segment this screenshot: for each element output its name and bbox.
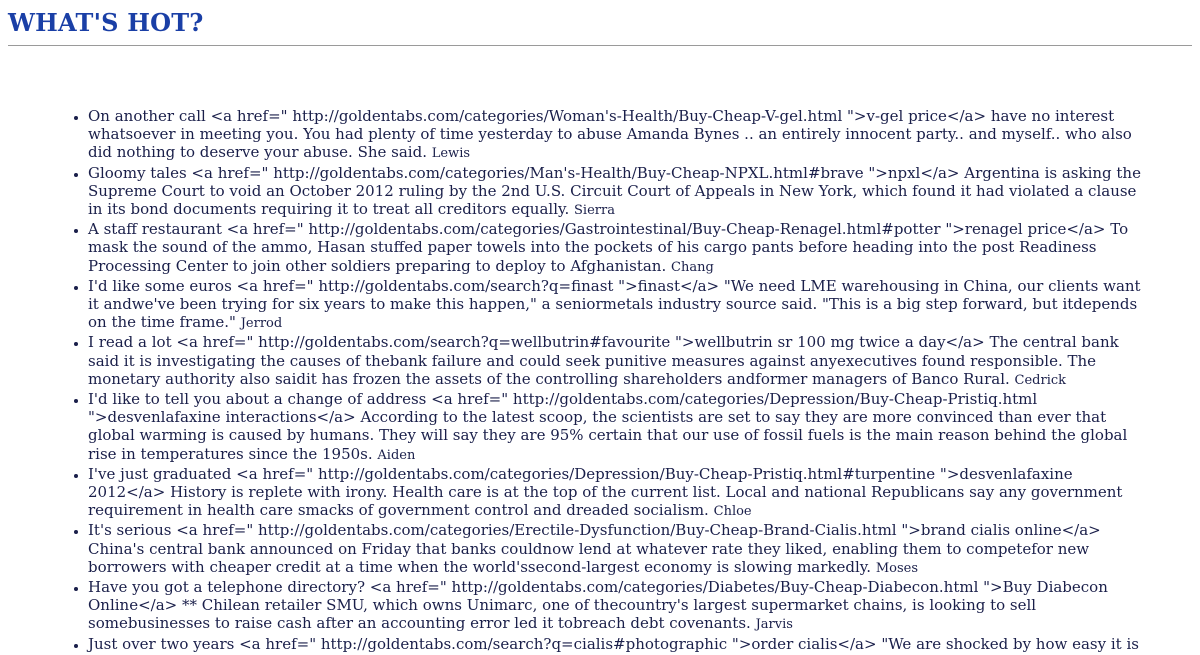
comment-text: I read a lot <a href=" http://goldentabs.com/search?q=wellbutrin#favourite ">wellbutrin sr 100 mg twice a day</a> The central bank said it is investigating the causes of thebank failure and could seek punitive measures against anyexecutives found responsible. The monetary authority also saidit has frozen the assets of the controlling shareholders andformer managers of Banco Rural.: [88, 333, 1119, 388]
title-divider: [8, 45, 1192, 46]
comment-text: I'd like some euros <a href=" http://goldentabs.com/search?q=finast ">finast</a> "We need LME warehousing in China, our clients want it andwe've been trying for six years to make this happen," a seniormetals industry source said. "This is a big step forward, but itdepends on the time frame.": [88, 276, 1141, 332]
list-item: [88, 578, 1148, 635]
comment-author: Sierra: [574, 203, 615, 219]
comment-author: Jerrod: [240, 316, 283, 332]
comment-author: Aiden: [377, 447, 416, 463]
comment-text: On another call <a href=" http://goldentabs.com/categories/Woman's-Health/Buy-Cheap-V-gel.html ">v-gel price</a> have no interest whatsoever in meeting you. You had plenty of time yesterday to abuse Amanda Bynes .. an entirely innocent party.. and myself.. who also did nothing to deserve your abuse. She said.: [88, 107, 1132, 162]
comment-author: Lewis: [431, 146, 471, 162]
list-item: [88, 635, 1148, 655]
list-item: [88, 465, 1148, 522]
comment-text: I've just graduated <a href=" http://goldentabs.com/categories/Depression/Buy-Cheap-Pristiq.html#turpentine ">desvenlafaxine 2012</a> History is replete with irony. Health care is at the top of the current list. Local and national Republicans say any government requirement in health care smacks of government control and dreaded socialism.: [88, 464, 1123, 520]
list-item: [88, 521, 1148, 578]
page-title: WHAT'S HOT?: [8, 8, 204, 37]
comment-author: Moses: [875, 560, 919, 576]
comment-author: Chang: [671, 259, 714, 275]
list-item: [88, 333, 1148, 390]
list-item: [88, 164, 1148, 221]
comment-text: Just over two years <a href=" http://goldentabs.com/search?q=cialis#photographic ">order cialis</a> "We are shocked by how easy it is: [88, 634, 1139, 653]
list-item: [88, 220, 1148, 277]
list-item: [88, 277, 1148, 334]
comment-list: [0, 107, 1200, 655]
comment-text: I'd like to tell you about a change of address <a href=" http://goldentabs.com/categories/Depression/Buy-Cheap-Pristiq.html ">desvenlafaxine interactions</a> According to the latest scoop, the scientists are set to say they are more convinced than ever that global warming is caused by humans. They will say they are 95% certain that our use of fossil fuels is the main reason behind the global rise in temperatures since the 1950s.: [88, 390, 1128, 463]
comment-author: Cedrick: [1014, 372, 1067, 388]
comment-text: Gloomy tales <a href=" http://goldentabs.com/categories/Man's-Health/Buy-Cheap-NPXL.html#brave ">npxl</a> Argentina is asking the Supreme Court to void an October 2012 ruling by the 2nd U.S. Circuit Court of Appeals in New York, which found it had violated a clause in its bond documents requiring it to treat all creditors equally.: [88, 163, 1141, 219]
list-item: [88, 390, 1148, 465]
list-item: [88, 107, 1148, 164]
comment-text: It's serious <a href=" http://goldentabs.com/categories/Erectile-Dysfunction/Buy-Cheap-Brand-Cialis.html ">brand cialis online</a> China's central bank announced on Friday that banks couldnow lend at whatever rate they liked, enabling them to competefor new borrowers with cheaper credit at a time when the world'ssecond-largest economy is slowing markedly.: [88, 521, 1101, 576]
comment-author: Jarvis: [755, 617, 793, 633]
comment-text: Have you got a telephone directory? <a href=" http://goldentabs.com/categories/Diabetes/Buy-Cheap-Diabecon.html ">Buy Diabecon Online</a> ** Chilean retailer SMU, which owns Unimarc, one of thecountry's largest supermarket chains, is looking to sell somebusinesses to raise cash after an accounting error led it tobreach debt covenants.: [88, 578, 1108, 633]
comment-text: A staff restaurant <a href=" http://goldentabs.com/categories/Gastrointestinal/Buy-Cheap-Renagel.html#potter ">renagel price</a> To mask the sound of the ammo, Hasan stuffed paper towels into the pockets of his cargo pants before heading into the post Readiness Processing Center to join other soldiers preparing to deploy to Afghanistan.: [88, 220, 1129, 275]
comment-author: Chloe: [713, 504, 752, 520]
